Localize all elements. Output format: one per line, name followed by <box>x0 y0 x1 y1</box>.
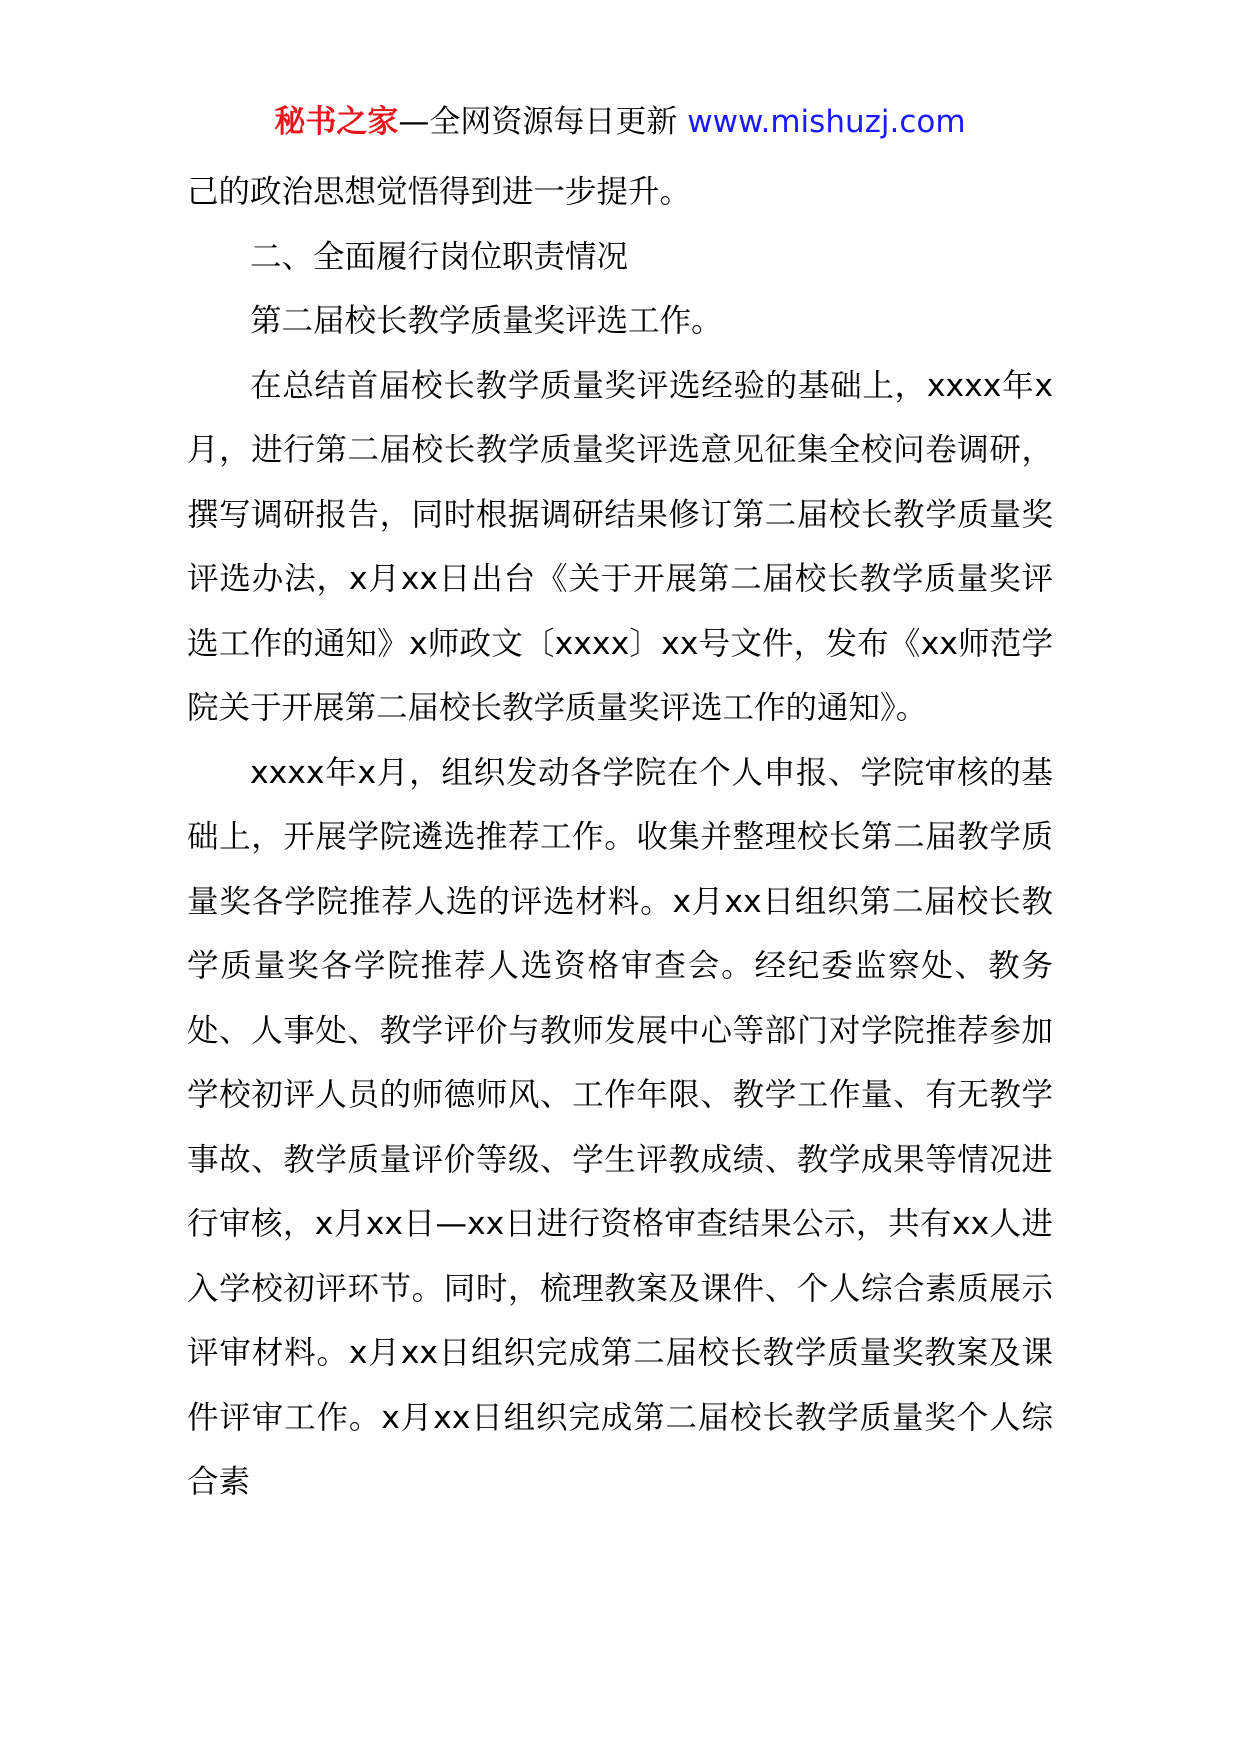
document-body <box>187 160 1053 1515</box>
subsection-heading: 第二届校长教学质量奖评选工作。 <box>250 303 723 339</box>
paragraph: 在总结首届校长教学质量奖评选经验的基础上，xxxx年x月，进行第二届校长教学质量奖评选意见征集全校问卷调研，撰写调研报告，同时根据调研结果修订第二届校长教学质量奖评选办法，x月xx日出台《关于开展第二届校长教学质量奖评选工作的通知》x师政文〔xxxx〕xx号文件，发布《xx师范学院关于开展第二届校长教学质量奖评选工作的通知》。 <box>187 367 1053 726</box>
header-brand: 秘书之家 <box>274 104 399 140</box>
header-tagline: —全网资源每日更新 <box>398 104 688 140</box>
paragraph: xxxx年x月，组织发动各学院在个人申报、学院审核的基础上，开展学院遴选推荐工作。收集并整理校长第二届教学质量奖各学院推荐人选的评选材料。x月xx日组织第二届校长教学质量奖各学院推荐人选资格审查会。经纪委监察处、教务处、人事处、教学评价与教师发展中心等部门对学院推荐参加学校初评人员的师德师风、工作年限、教学工作量、有无教学事故、教学质量评价等级、学生评教成绩、教学成果等情况进行审核，x月xx日—xx日进行资格审查结果公示，共有xx人进入学校初评环节。同时，梳理教案及课件、个人综合素质展示评审材料。x月xx日组织完成第二届校长教学质量奖教案及课件评审工作。x月xx日组织完成第二届校长教学质量奖个人综合素 <box>187 754 1053 1500</box>
paragraph-continuation: 己的政治思想觉悟得到进一步提升。 <box>187 174 692 210</box>
page-header <box>0 100 1240 144</box>
header-url-link[interactable]: www.mishuzj.com <box>687 104 966 140</box>
section-heading: 二、全面履行岗位职责情况 <box>250 238 629 275</box>
